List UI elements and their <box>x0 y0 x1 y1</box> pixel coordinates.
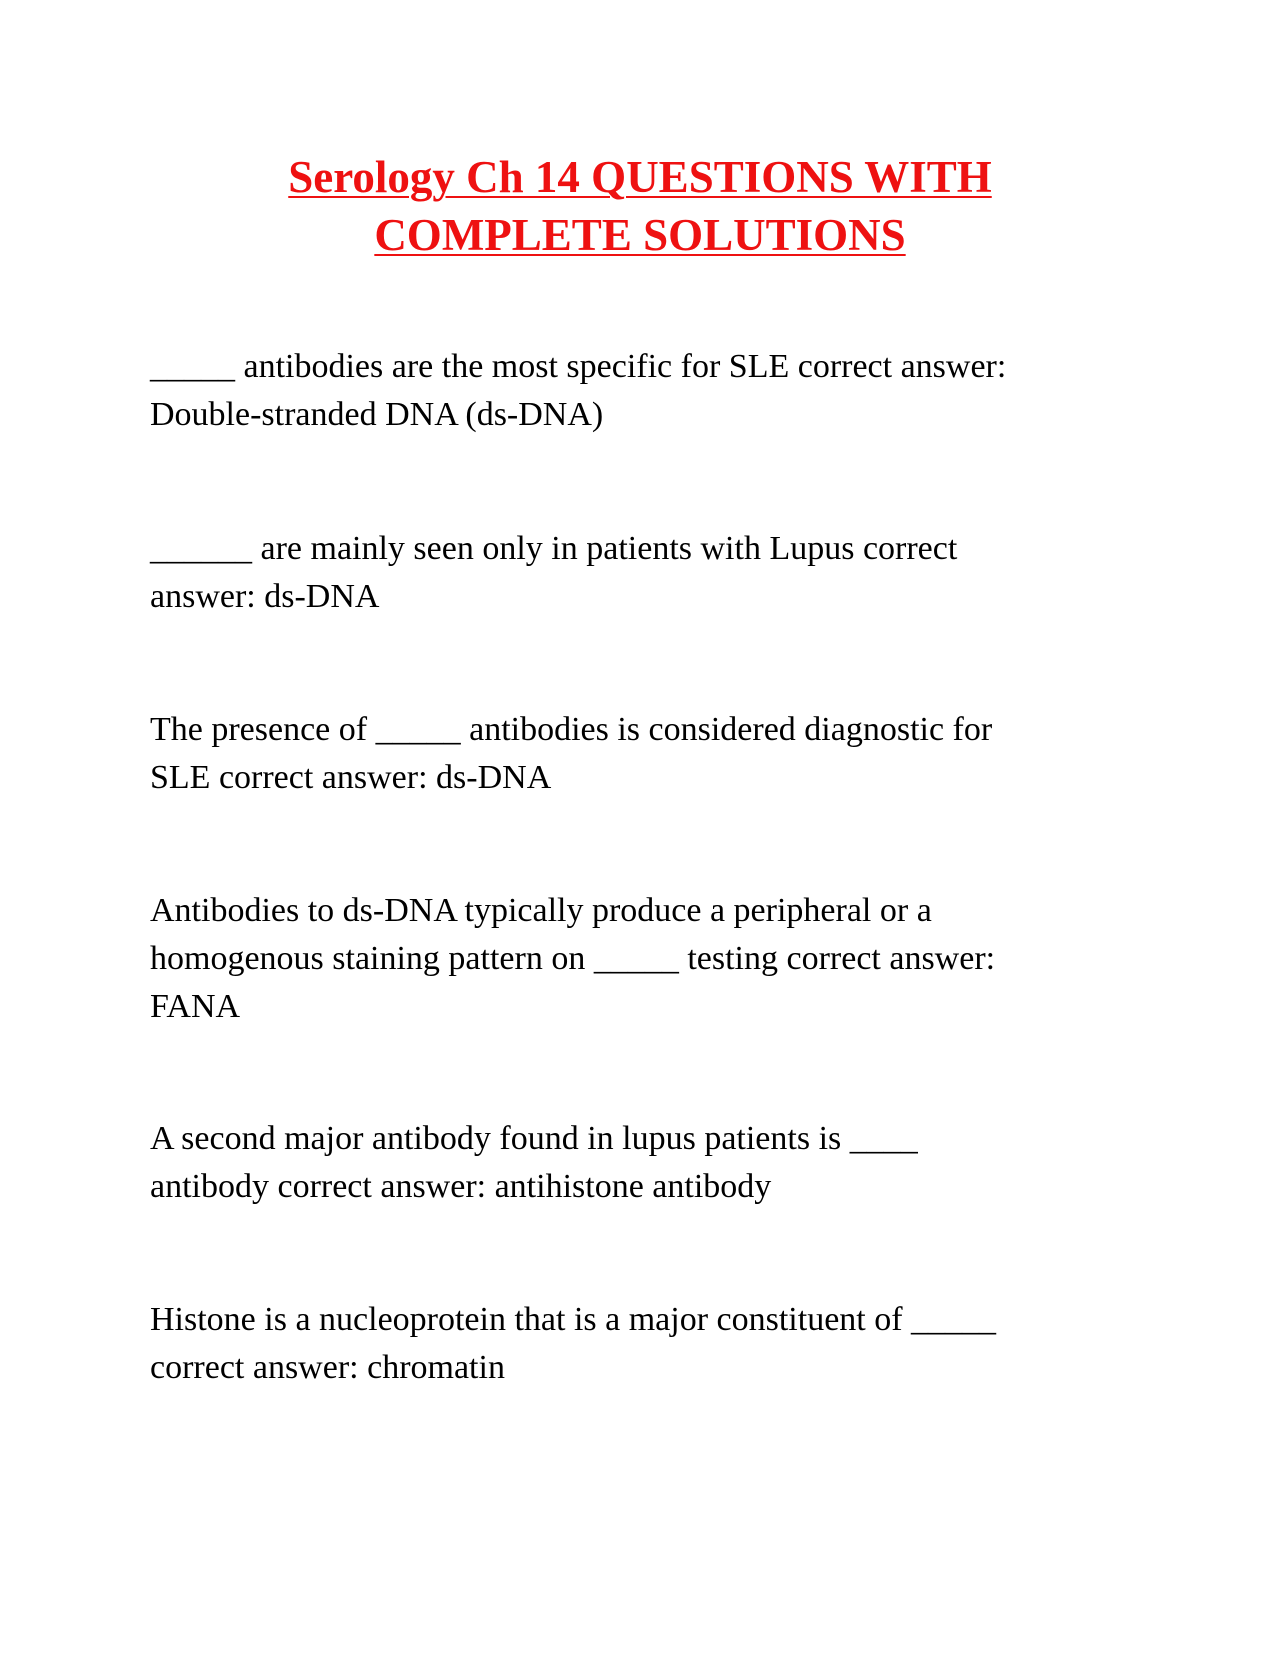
qa-question-line: _____ antibodies are the most specific for SLE correct answer: <box>150 348 1007 385</box>
qa-answer-line: correct answer: chromatin <box>150 1349 505 1386</box>
qa-item-1 <box>150 343 1150 439</box>
qa-answer-line: SLE correct answer: ds-DNA <box>150 759 552 796</box>
qa-item-3 <box>150 706 1150 802</box>
qa-answer-line: FANA <box>150 988 241 1025</box>
qa-question-line: A second major antibody found in lupus patients is ____ <box>150 1120 918 1157</box>
title-line-2: COMPLETE SOLUTIONS <box>374 210 906 260</box>
qa-answer-line: Double-stranded DNA (ds-DNA) <box>150 396 604 433</box>
page-title <box>150 148 1130 264</box>
qa-question-line: ______ are mainly seen only in patients with Lupus correct <box>150 530 958 567</box>
qa-question-line: homogenous staining pattern on _____ testing correct answer: <box>150 940 996 977</box>
qa-item-6 <box>150 1296 1150 1392</box>
qa-question-line: The presence of _____ antibodies is considered diagnostic for <box>150 711 993 748</box>
qa-item-2 <box>150 525 1150 621</box>
qa-question-line: Histone is a nucleoprotein that is a major constituent of _____ <box>150 1301 997 1338</box>
qa-answer-line: antibody correct answer: antihistone antibody <box>150 1168 772 1205</box>
qa-item-5 <box>150 1115 1150 1211</box>
qa-item-4 <box>150 887 1150 1031</box>
qa-question-line: Antibodies to ds-DNA typically produce a peripheral or a <box>150 892 932 929</box>
title-line-1: Serology Ch 14 QUESTIONS WITH <box>288 152 992 202</box>
qa-answer-line: answer: ds-DNA <box>150 578 380 615</box>
